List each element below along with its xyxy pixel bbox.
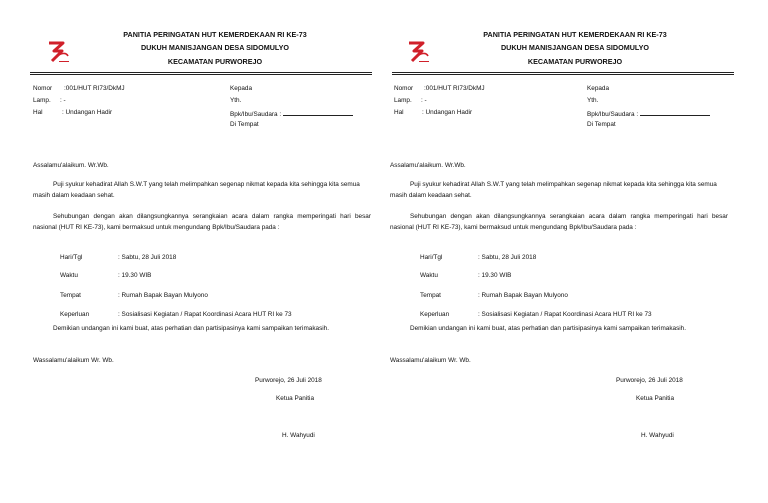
detail-label-keperluan: Keperluan [60, 311, 90, 318]
nomor-value: :001/HUT RI73/DkMJ [64, 85, 125, 92]
detail-value-tempat: : Rumah Bapak Bayan Mulyono [118, 292, 208, 299]
greeting: Assalamu'alaikum. Wr.Wb. [390, 162, 466, 169]
detail-label-waktu: Waktu [420, 272, 438, 279]
lamp-value: : - [60, 97, 66, 104]
detail-value-hari: : Sabtu, 28 Juli 2018 [478, 254, 537, 261]
place-date: Purworejo, 26 Juli 2018 [255, 377, 322, 384]
bpk-label: Bpk/Ibu/Saudara : [230, 111, 282, 118]
di-tempat-text: Di Tempat [230, 121, 259, 128]
detail-value-tempat: : Rumah Bapak Bayan Mulyono [478, 292, 568, 299]
header-line-2: DUKUH MANISJANGAN DESA SIDOMULYO [140, 43, 290, 52]
closing: Wassalamu'alaikum Wr. Wb. [390, 357, 471, 364]
yth-text: Yth. [587, 97, 599, 104]
signer-name: H. Wahyudi [641, 432, 674, 439]
paragraph-3: Demikian undangan ini kami buat, atas perhatian dan partisipasinya kami sampaikan terimakasih. [410, 325, 687, 332]
paragraph-3: Demikian undangan ini kami buat, atas perhatian dan partisipasinya kami sampaikan terimakasih. [53, 325, 330, 332]
invitation-letter-right [384, 0, 768, 503]
detail-value-waktu: : 19.30 WIB [118, 272, 152, 279]
header-line-1: PANITIA PERINGATAN HUT KEMERDEKAAN RI KE-73 [123, 30, 307, 39]
detail-label-waktu: Waktu [60, 272, 78, 279]
recipient-line [230, 109, 353, 118]
bpk-label: Bpk/Ibu/Saudara : [587, 111, 639, 118]
hal-value: : Undangan Hadir [422, 109, 473, 116]
detail-value-keperluan: : Sosialisasi Kegiatan / Rapat Koordinasi Acara HUT RI ke 73 [118, 311, 292, 318]
kepada-text: Kepada [230, 85, 253, 92]
detail-value-keperluan: : Sosialisasi Kegiatan / Rapat Koordinasi Acara HUT RI ke 73 [478, 311, 652, 318]
yth-text: Yth. [230, 97, 242, 104]
paragraph-2: Sehubungan dengan akan dilangsungkannya serangkaian acara dalam rangka memperingati hari besar nasional (HUT RI KE-73), kami bermaksud untuk mengundang Bpk/Ibu/Saudara pada : [33, 213, 371, 231]
hal-value: : Undangan Hadir [62, 109, 113, 116]
nomor-label: Nomor [394, 85, 414, 92]
closing: Wassalamu'alaikum Wr. Wb. [33, 357, 114, 364]
detail-label-keperluan: Keperluan [420, 311, 450, 318]
di-tempat-text: Di Tempat [587, 121, 616, 128]
hal-label: Hal [33, 109, 43, 116]
hal-label: Hal [394, 109, 404, 116]
header-line-1: PANITIA PERINGATAN HUT KEMERDEKAAN RI KE-73 [483, 30, 667, 39]
detail-value-hari: : Sabtu, 28 Juli 2018 [118, 254, 177, 261]
header-line-3: KECAMATAN PURWOREJO [527, 57, 623, 66]
header-line-3: KECAMATAN PURWOREJO [167, 57, 263, 66]
detail-label-hari: Hari/Tgl [60, 254, 83, 261]
place-date: Purworejo, 26 Juli 2018 [616, 377, 683, 384]
lamp-value: : - [421, 97, 427, 104]
signer-position: Ketua Panitia [276, 395, 315, 402]
lamp-label: Lamp. [33, 97, 51, 104]
signer-name: H. Wahyudi [282, 432, 315, 439]
header-line-2: DUKUH MANISJANGAN DESA SIDOMULYO [500, 43, 650, 52]
blank-name-line [283, 109, 353, 116]
paragraph-1: Puji syukur kehadirat Allah S.W.T yang telah melimpahkan segenap nikmat kepada kita sehingga kita semua masih dalam keadaan sehat. [390, 181, 717, 199]
header-divider [30, 72, 372, 73]
paragraph-2: Sehubungan dengan akan dilangsungkannya serangkaian acara dalam rangka memperingati hari besar nasional (HUT RI KE-73), kami bermaksud untuk mengundang Bpk/Ibu/Saudara pada : [390, 213, 728, 231]
blank-name-line [640, 109, 710, 116]
header-divider-thin [30, 74, 372, 75]
greeting: Assalamu'alaikum. Wr.Wb. [33, 162, 109, 169]
recipient-line [587, 109, 710, 118]
paragraph-1: Puji syukur kehadirat Allah S.W.T yang telah melimpahkan segenap nikmat kepada kita sehingga kita semua masih dalam keadaan sehat. [33, 181, 360, 199]
detail-label-tempat: Tempat [420, 292, 441, 299]
kepada-text: Kepada [587, 85, 610, 92]
nomor-value: :001/HUT RI73/DkMJ [424, 85, 485, 92]
header-divider [392, 72, 734, 73]
detail-value-waktu: : 19.30 WIB [478, 272, 512, 279]
signer-position: Ketua Panitia [636, 395, 675, 402]
lamp-label: Lamp. [394, 97, 412, 104]
header-divider-thin [392, 74, 734, 75]
detail-label-hari: Hari/Tgl [420, 254, 443, 261]
detail-label-tempat: Tempat [60, 292, 81, 299]
nomor-label: Nomor [33, 85, 53, 92]
